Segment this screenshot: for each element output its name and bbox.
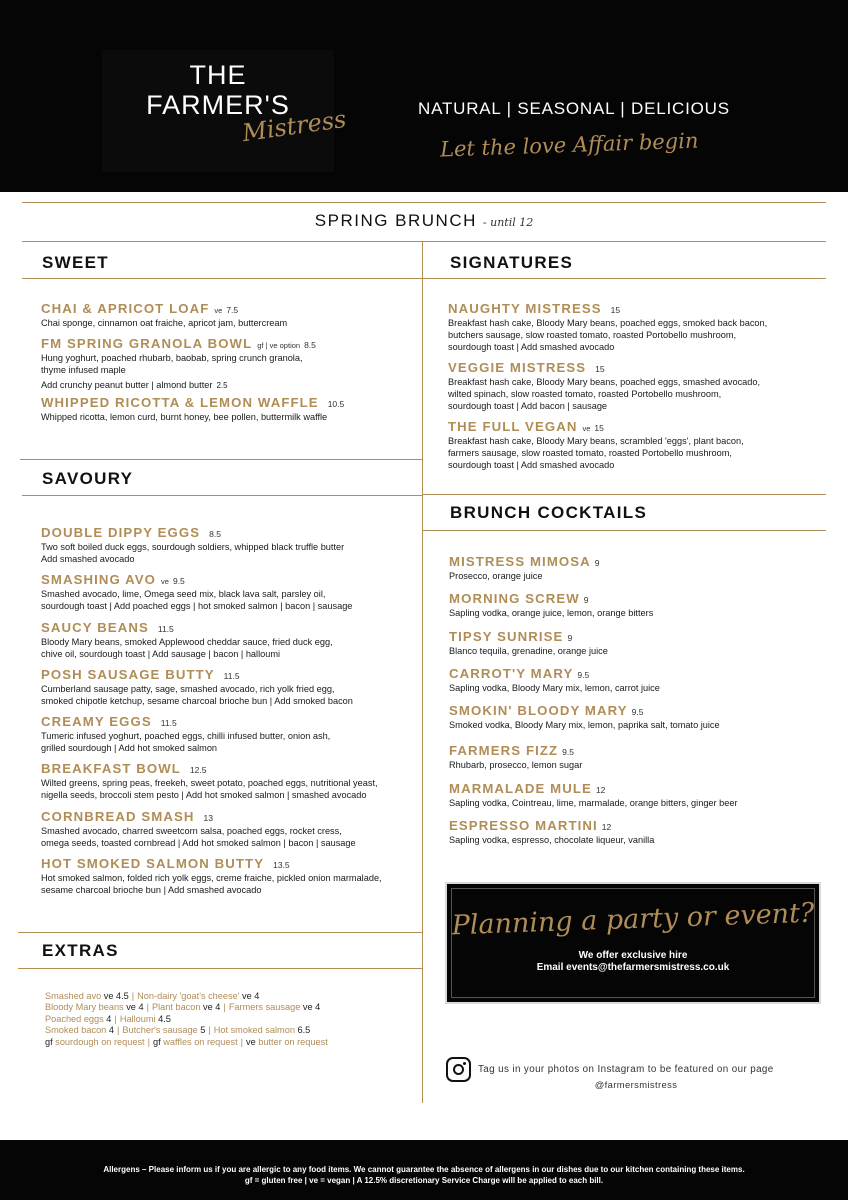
column-divider [422,241,423,1103]
item-description: omega seeds, toasted cornbread | Add hot smoked salmon | bacon | sausage [41,837,356,848]
extras-text: Bloody Mary beans [45,1002,124,1013]
item-description: thyme infused maple [41,364,126,375]
section-heading-signatures: SIGNATURES [450,253,574,272]
item-price: 9.5 [172,576,185,586]
item-price: 10.5 [327,399,345,409]
item-price: 12 [601,822,612,832]
extras-row [45,1002,405,1013]
item-price: 7.5 [226,305,239,315]
item-description: smoked chipotle ketchup, sesame charcoal brioche bun | Add smoked bacon [41,695,353,706]
item-description: nigella seeds, broccoli stem pesto | Add hot smoked salmon | smashed avocado [41,789,367,800]
instagram-handle[interactable]: @farmersmistress [594,1079,678,1090]
menu-title [0,211,848,231]
cocktail-item [449,666,821,695]
item-name: NAUGHTY MISTRESS [448,301,602,316]
item-description: Sapling vodka, Bloody Mary mix, lemon, carrot juice [449,683,660,693]
section-heading-cocktails: BRUNCH COCKTAILS [450,503,648,522]
item-name: CARROT'Y MARY [449,666,574,681]
item-name: SMOKIN' BLOODY MARY [449,703,628,718]
extras-text: Farmers sausage [228,1002,301,1013]
item-description: Blanco tequila, grenadine, orange juice [449,646,608,656]
divider [20,459,422,460]
logo[interactable] [102,50,348,172]
item-description: Two soft boiled duck eggs, sourdough soldiers, whipped black truffle butter [41,542,345,552]
extras-row [45,1014,405,1025]
extras-separator: | [114,1013,117,1024]
item-price: 9 [567,633,573,643]
extras-text: Smoked bacon [45,1025,107,1036]
extras-text: 4.5 [155,1013,171,1024]
script-tagline: Let the love Affair begin [439,128,699,162]
item-description: Sapling vodka, orange juice, lemon, orange bitters [449,608,654,618]
item-price: 12 [595,785,606,795]
item-name: MORNING SCREW [449,591,580,606]
item-name: ESPRESSO MARTINI [449,818,598,833]
header-banner [0,0,848,192]
item-price: 9 [583,595,589,605]
menu-subtitle: - until 12 [482,216,534,229]
cocktail-item [449,743,821,772]
extras-separator: | [147,1036,150,1047]
exclusive-hire-text: We offer exclusive hire [578,950,688,961]
diet-key-service-charge: gf = gluten free | ve = vegan | A 12.5% discretionary Service Charge will be applied to each bill. [244,1176,604,1185]
item-description: Wilted greens, spring peas, freekeh, sweet potato, poached eggs, nutritional yeast, [41,778,378,788]
item-description: sourdough toast | Add poached eggs | hot smoked salmon | bacon | sausage [41,600,353,611]
item-name: POSH SAUSAGE BUTTY [41,667,215,682]
item-name: BREAKFAST BOWL [41,761,181,776]
item-name: HOT SMOKED SALMON BUTTY [41,856,265,871]
extras-text: gf [45,1036,56,1047]
extras-text: Plant bacon [151,1002,201,1013]
item-name: TIPSY SUNRISE [449,629,564,644]
menu-item [41,714,416,755]
menu-item [41,856,416,897]
item-name: MARMALADE MULE [449,781,592,796]
item-price: 13.5 [273,860,290,870]
extras-text: ve [246,1036,259,1047]
item-name: CREAMY EGGS [41,714,152,729]
item-price: 8.5 [304,340,316,350]
item-price: 9 [594,558,600,568]
menu-item [448,301,820,353]
item-price: 11.5 [223,671,240,681]
extras-text: 5 [197,1025,206,1036]
cocktail-item [449,818,821,847]
extras-text: Smashed avo [45,991,102,1001]
item-price: 15 [610,305,621,315]
events-email-link[interactable]: Email events@thefarmersmistress.co.uk [536,962,730,973]
extras-row [45,1037,405,1048]
extras-text: Poached eggs [45,1013,104,1024]
divider [22,202,826,203]
allergen-footer [0,1140,848,1200]
item-description: Smashed avocado, charred sweetcorn salsa, poached eggs, rocket cress, [41,826,342,836]
item-name: FM SPRING GRANOLA BOWL [41,336,253,351]
extras-text: ve 4 [239,991,260,1001]
item-description: Cumberland sausage patty, sage, smashed avocado, rich yolk fried egg, [41,684,335,694]
item-price: 9.5 [577,670,590,680]
divider [422,530,826,531]
extras-separator: | [131,991,135,1001]
item-description: farmers sausage, slow roasted tomato, roasted Portobello mushroom, [448,447,732,458]
item-name: SAUCY BEANS [41,620,149,635]
item-name: DOUBLE DIPPY EGGS [41,525,201,540]
allergen-notice: Allergens – Please inform us if you are allergic to any food items. We cannot guarantee the absence of allergens in our dishes due to our kitchen containing these items. [103,1165,745,1174]
item-diet-tag: ve [582,424,591,433]
item-description: sourdough toast | Add smashed avocado [448,459,615,470]
menu-item [41,572,416,613]
extras-text: Halloumi [119,1013,156,1024]
menu-item [448,360,820,412]
item-description: Breakfast hash cake, Bloody Mary beans, poached eggs, smoked back bacon, [448,318,768,328]
item-description: Whipped ricotta, lemon curd, burnt honey, bee pollen, buttermilk waffle [41,412,328,422]
extras-separator: | [223,1002,226,1013]
item-description: Hot smoked salmon, folded rich yolk eggs, creme fraiche, pickled onion marmalade, [41,873,382,883]
extras-text: 4 [103,1013,112,1024]
menu-item [41,761,416,802]
party-headline: Planning a party or event? [451,897,815,942]
item-description: Chai sponge, cinnamon oat fraiche, apricot jam, buttercream [41,318,288,328]
item-name: SMASHING AVO [41,572,157,587]
item-price: 11.5 [160,718,177,728]
divider [22,278,826,279]
menu-item [41,809,416,850]
divider [18,932,422,933]
item-name: WHIPPED RICOTTA & LEMON WAFFLE [41,395,319,410]
item-description: Sapling vodka, espresso, chocolate liqueur, vanilla [449,835,655,845]
divider [18,968,422,969]
extras-text: Butcher's sausage [122,1025,198,1036]
section-heading-extras: EXTRAS [42,941,119,960]
item-price: 13 [203,813,213,823]
extras-separator: | [208,1025,211,1036]
tagline: NATURAL | SEASONAL | DELICIOUS [418,99,730,118]
section-heading-sweet: SWEET [42,253,109,272]
extras-text: 4 [106,1025,114,1036]
item-price: 9.5 [631,707,644,717]
item-description: Add smashed avocado [41,553,135,564]
item-name: CORNBREAD SMASH [41,809,195,824]
item-description: Smashed avocado, lime, Omega seed mix, black lava salt, parsley oil, [41,589,326,599]
extras-text: Non-dairy 'goat's cheese' [137,991,240,1001]
item-diet-tag: ve [214,306,223,315]
extras-separator: | [116,1025,120,1036]
item-name: MISTRESS MIMOSA [449,554,591,569]
item-description: Rhubarb, prosecco, lemon sugar [449,760,583,770]
item-description: sesame charcoal brioche bun | Add smashed avocado [41,884,262,895]
extras-row [45,1025,405,1036]
extras-text: sourdough on request [55,1036,145,1047]
item-description: grilled sourdough | Add hot smoked salmon [41,742,218,753]
extras-text: waffles on request [163,1036,238,1047]
item-description: Prosecco, orange juice [449,571,543,581]
item-addon-price: 2.5 [216,380,228,390]
extras-separator: | [146,1002,149,1013]
extras-text: ve 4 [300,1002,321,1013]
item-description: sourdough toast | Add smashed avocado [448,341,615,352]
cocktail-item [449,591,821,620]
menu-item [41,667,416,708]
divider [422,494,826,495]
item-description: chive oil, sourdough toast | Add sausage | bacon | halloumi [41,648,281,659]
menu-title-text: SPRING BRUNCH [314,211,477,230]
extras-list [45,991,405,1048]
logo-text-the: THE [189,60,247,90]
item-name: THE FULL VEGAN [448,419,578,434]
item-description: Breakfast hash cake, Bloody Mary beans, scrambled 'eggs', plant bacon, [448,436,744,446]
item-description: Sapling vodka, Cointreau, lime, marmalade, orange bitters, ginger beer [449,798,738,808]
item-addon: Add crunchy peanut butter | almond butter [41,379,213,390]
item-description: Smoked vodka, Bloody Mary mix, lemon, paprika salt, tomato juice [449,720,720,730]
cocktail-item [449,629,821,658]
divider [22,495,422,496]
logo-text-mistress: Mistress [240,104,348,148]
event-hire-banner [445,882,821,1004]
extras-text: ve 4 [200,1002,221,1013]
instagram-prompt: Tag us in your photos on Instagram to be featured on our page [478,1064,774,1075]
divider [22,241,826,242]
cocktail-item [449,554,821,583]
extras-text: butter on request [258,1036,328,1047]
menu-item [41,525,416,566]
item-description: butchers sausage, slow roasted tomato, roasted Portobello mushroom, [448,329,737,340]
item-price: 15 [595,364,605,374]
extras-row [45,991,405,1002]
item-description: Tumeric infused yoghurt, poached eggs, chilli infused butter, onion ash, [41,731,331,741]
item-name: CHAI & APRICOT LOAF [41,301,210,316]
item-name: VEGGIE MISTRESS [448,360,587,375]
item-description: Hung yoghurt, poached rhubarb, baobab, spring crunch granola, [41,353,303,363]
item-price: 15 [594,423,604,433]
extras-text: Hot smoked salmon [213,1025,295,1036]
cocktail-item [449,781,821,810]
item-description: wilted spinach, slow roasted tomato, roasted Portobello mushroom, [448,388,722,399]
section-heading-savoury: SAVOURY [42,469,134,488]
item-price: 11.5 [157,624,174,634]
item-price: 9.5 [562,747,574,757]
menu-item [448,419,820,471]
item-diet-tag: ve [161,577,169,586]
item-description: Breakfast hash cake, Bloody Mary beans, poached eggs, smashed avocado, [448,377,761,387]
extras-text: gf [153,1036,164,1047]
menu-item [41,301,401,330]
item-description: sourdough toast | Add bacon | sausage [448,400,608,411]
extras-separator: | [240,1036,244,1047]
item-name: FARMERS FIZZ [449,743,559,758]
item-diet-tag: gf | ve option [257,341,301,350]
cocktail-item [449,703,821,732]
menu-item [41,395,401,424]
menu-item [41,620,416,661]
extras-text: ve 4 [123,1002,144,1013]
item-description: Bloody Mary beans, smoked Applewood cheddar sauce, fried duck egg, [41,637,333,647]
item-price: 8.5 [209,529,221,539]
menu-item [41,336,401,391]
extras-text: 6.5 [294,1025,311,1036]
extras-text: ve 4.5 [101,991,129,1001]
item-price: 12.5 [189,765,207,775]
logo-text-farmers: FARMER'S [146,90,290,120]
